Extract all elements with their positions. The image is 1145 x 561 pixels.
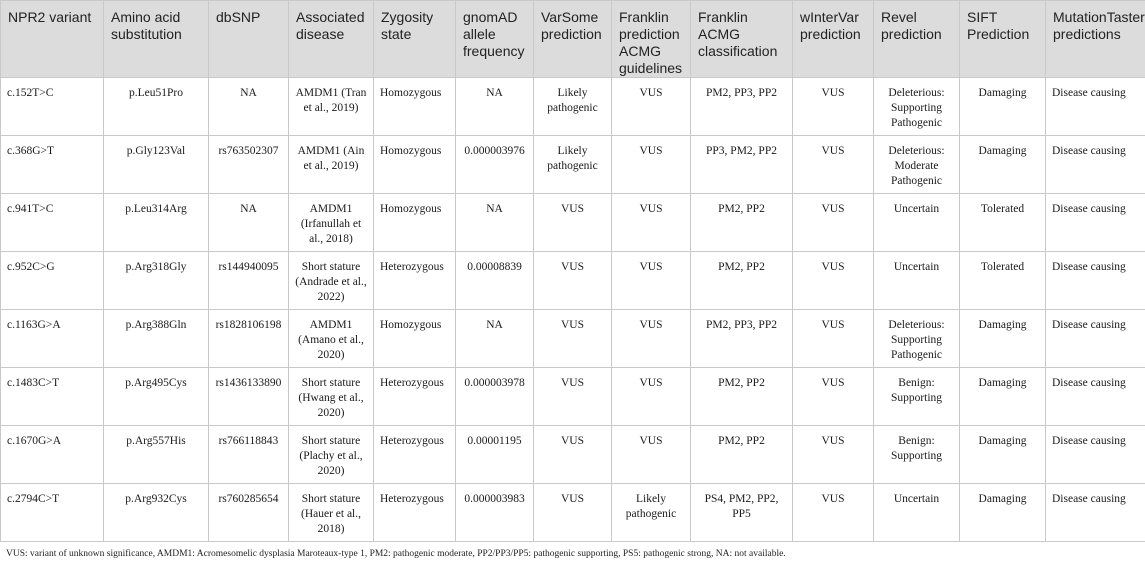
cell-associated-disease: Short stature (Hauer et al., 2018) [289,484,374,542]
cell-franklin-acmg-classification: PP3, PM2, PP2 [691,136,793,194]
column-header-revel-prediction: Revel prediction [874,1,960,78]
cell-mutationtaster-predictions: Disease causing [1046,252,1145,310]
cell-revel-prediction: Benign: Supporting [874,426,960,484]
cell-gnomad-allele-frequency: NA [456,78,534,136]
cell-amino-acid-substitution: p.Arg388Gln [104,310,209,368]
cell-mutationtaster-predictions: Disease causing [1046,484,1145,542]
cell-franklin-acmg-classification: PM2, PP3, PP2 [691,78,793,136]
cell-associated-disease: AMDM1 (Amano et al., 2020) [289,310,374,368]
cell-revel-prediction: Deleterious: Supporting Pathogenic [874,78,960,136]
cell-dbsnp: rs1436133890 [209,368,289,426]
table-row [1,252,1145,310]
cell-gnomad-allele-frequency: NA [456,194,534,252]
cell-sift-prediction: Damaging [960,484,1046,542]
cell-sift-prediction: Damaging [960,368,1046,426]
cell-sift-prediction: Damaging [960,310,1046,368]
cell-varsome-prediction: VUS [534,368,612,426]
cell-npr2-variant: c.152T>C [1,78,104,136]
cell-dbsnp: NA [209,194,289,252]
cell-varsome-prediction: VUS [534,310,612,368]
cell-gnomad-allele-frequency: 0.00008839 [456,252,534,310]
cell-revel-prediction: Uncertain [874,252,960,310]
cell-franklin-acmg-guidelines: Likely pathogenic [612,484,691,542]
column-header-associated-disease: Associated disease [289,1,374,78]
cell-varsome-prediction: Likely pathogenic [534,78,612,136]
column-header-varsome-prediction: VarSome prediction [534,1,612,78]
cell-sift-prediction: Tolerated [960,252,1046,310]
cell-mutationtaster-predictions: Disease causing [1046,78,1145,136]
cell-franklin-acmg-guidelines: VUS [612,194,691,252]
cell-zygosity-state: Heterozygous [374,426,456,484]
cell-amino-acid-substitution: p.Arg932Cys [104,484,209,542]
cell-dbsnp: rs1828106198 [209,310,289,368]
cell-franklin-acmg-guidelines: VUS [612,136,691,194]
cell-mutationtaster-predictions: Disease causing [1046,426,1145,484]
cell-npr2-variant: c.1483C>T [1,368,104,426]
cell-gnomad-allele-frequency: 0.000003978 [456,368,534,426]
cell-zygosity-state: Homozygous [374,136,456,194]
column-header-sift-prediction: SIFT Prediction [960,1,1046,78]
cell-npr2-variant: c.1163G>A [1,310,104,368]
cell-franklin-acmg-guidelines: VUS [612,252,691,310]
cell-npr2-variant: c.2794C>T [1,484,104,542]
cell-mutationtaster-predictions: Disease causing [1046,194,1145,252]
column-header-mutationtaster-predictions: MutationTaster predictions [1046,1,1145,78]
column-header-amino-acid-substitution: Amino acid substitution [104,1,209,78]
table-row [1,368,1145,426]
cell-revel-prediction: Uncertain [874,194,960,252]
cell-revel-prediction: Benign: Supporting [874,368,960,426]
cell-wintervar-prediction: VUS [793,252,874,310]
cell-revel-prediction: Deleterious: Supporting Pathogenic [874,310,960,368]
cell-varsome-prediction: Likely pathogenic [534,136,612,194]
table-row [1,194,1145,252]
cell-associated-disease: AMDM1 (Tran et al., 2019) [289,78,374,136]
cell-franklin-acmg-classification: PS4, PM2, PP2, PP5 [691,484,793,542]
cell-varsome-prediction: VUS [534,426,612,484]
cell-wintervar-prediction: VUS [793,426,874,484]
cell-amino-acid-substitution: p.Gly123Val [104,136,209,194]
cell-franklin-acmg-classification: PM2, PP2 [691,252,793,310]
cell-revel-prediction: Uncertain [874,484,960,542]
cell-dbsnp: rs760285654 [209,484,289,542]
table-row [1,136,1145,194]
cell-amino-acid-substitution: p.Arg318Gly [104,252,209,310]
cell-zygosity-state: Homozygous [374,310,456,368]
column-header-gnomad-allele-frequency: gnomAD allele frequency [456,1,534,78]
cell-franklin-acmg-guidelines: VUS [612,78,691,136]
cell-dbsnp: NA [209,78,289,136]
table-footnote: VUS: variant of unknown significance, AMDM1: Acromesomelic dysplasia Maroteaux-type 1, PM2: pathogenic moderate, PP2/PP3/PP5: pathogenic supporting, PS5: pathogenic strong, NA: not available. [6,549,786,559]
table-row [1,426,1145,484]
cell-zygosity-state: Heterozygous [374,484,456,542]
cell-npr2-variant: c.952C>G [1,252,104,310]
header-row [1,1,1145,78]
cell-associated-disease: Short stature (Plachy et al., 2020) [289,426,374,484]
table-row [1,484,1145,542]
cell-associated-disease: Short stature (Andrade et al., 2022) [289,252,374,310]
cell-dbsnp: rs144940095 [209,252,289,310]
cell-amino-acid-substitution: p.Arg495Cys [104,368,209,426]
cell-amino-acid-substitution: p.Leu51Pro [104,78,209,136]
table-row [1,78,1145,136]
cell-sift-prediction: Damaging [960,136,1046,194]
cell-amino-acid-substitution: p.Leu314Arg [104,194,209,252]
cell-mutationtaster-predictions: Disease causing [1046,136,1145,194]
cell-varsome-prediction: VUS [534,252,612,310]
cell-franklin-acmg-classification: PM2, PP2 [691,426,793,484]
cell-mutationtaster-predictions: Disease causing [1046,310,1145,368]
cell-wintervar-prediction: VUS [793,194,874,252]
cell-npr2-variant: c.1670G>A [1,426,104,484]
cell-wintervar-prediction: VUS [793,78,874,136]
column-header-franklin-acmg-guidelines: Franklin prediction ACMG guidelines [612,1,691,78]
cell-gnomad-allele-frequency: 0.000003983 [456,484,534,542]
cell-zygosity-state: Homozygous [374,78,456,136]
cell-gnomad-allele-frequency: NA [456,310,534,368]
cell-wintervar-prediction: VUS [793,484,874,542]
cell-wintervar-prediction: VUS [793,136,874,194]
cell-zygosity-state: Heterozygous [374,252,456,310]
column-header-wintervar-prediction: wInterVar prediction [793,1,874,78]
cell-associated-disease: Short stature (Hwang et al., 2020) [289,368,374,426]
cell-franklin-acmg-guidelines: VUS [612,368,691,426]
cell-gnomad-allele-frequency: 0.000003976 [456,136,534,194]
cell-zygosity-state: Heterozygous [374,368,456,426]
cell-wintervar-prediction: VUS [793,310,874,368]
cell-varsome-prediction: VUS [534,194,612,252]
cell-npr2-variant: c.941T>C [1,194,104,252]
cell-franklin-acmg-classification: PM2, PP2 [691,194,793,252]
cell-amino-acid-substitution: p.Arg557His [104,426,209,484]
table-row [1,310,1145,368]
cell-wintervar-prediction: VUS [793,368,874,426]
cell-sift-prediction: Damaging [960,78,1046,136]
cell-associated-disease: AMDM1 (Ain et al., 2019) [289,136,374,194]
cell-sift-prediction: Tolerated [960,194,1046,252]
column-header-zygosity-state: Zygosity state [374,1,456,78]
cell-revel-prediction: Deleterious: Moderate Pathogenic [874,136,960,194]
column-header-franklin-acmg-classification: Franklin ACMG classification [691,1,793,78]
cell-franklin-acmg-guidelines: VUS [612,426,691,484]
cell-associated-disease: AMDM1 (Irfanullah et al., 2018) [289,194,374,252]
column-header-dbsnp: dbSNP [209,1,289,78]
cell-varsome-prediction: VUS [534,484,612,542]
column-header-npr2-variant: NPR2 variant [1,1,104,78]
cell-zygosity-state: Homozygous [374,194,456,252]
cell-gnomad-allele-frequency: 0.00001195 [456,426,534,484]
cell-mutationtaster-predictions: Disease causing [1046,368,1145,426]
cell-franklin-acmg-guidelines: VUS [612,310,691,368]
cell-franklin-acmg-classification: PM2, PP2 [691,368,793,426]
cell-dbsnp: rs763502307 [209,136,289,194]
cell-sift-prediction: Damaging [960,426,1046,484]
cell-franklin-acmg-classification: PM2, PP3, PP2 [691,310,793,368]
cell-dbsnp: rs766118843 [209,426,289,484]
cell-npr2-variant: c.368G>T [1,136,104,194]
